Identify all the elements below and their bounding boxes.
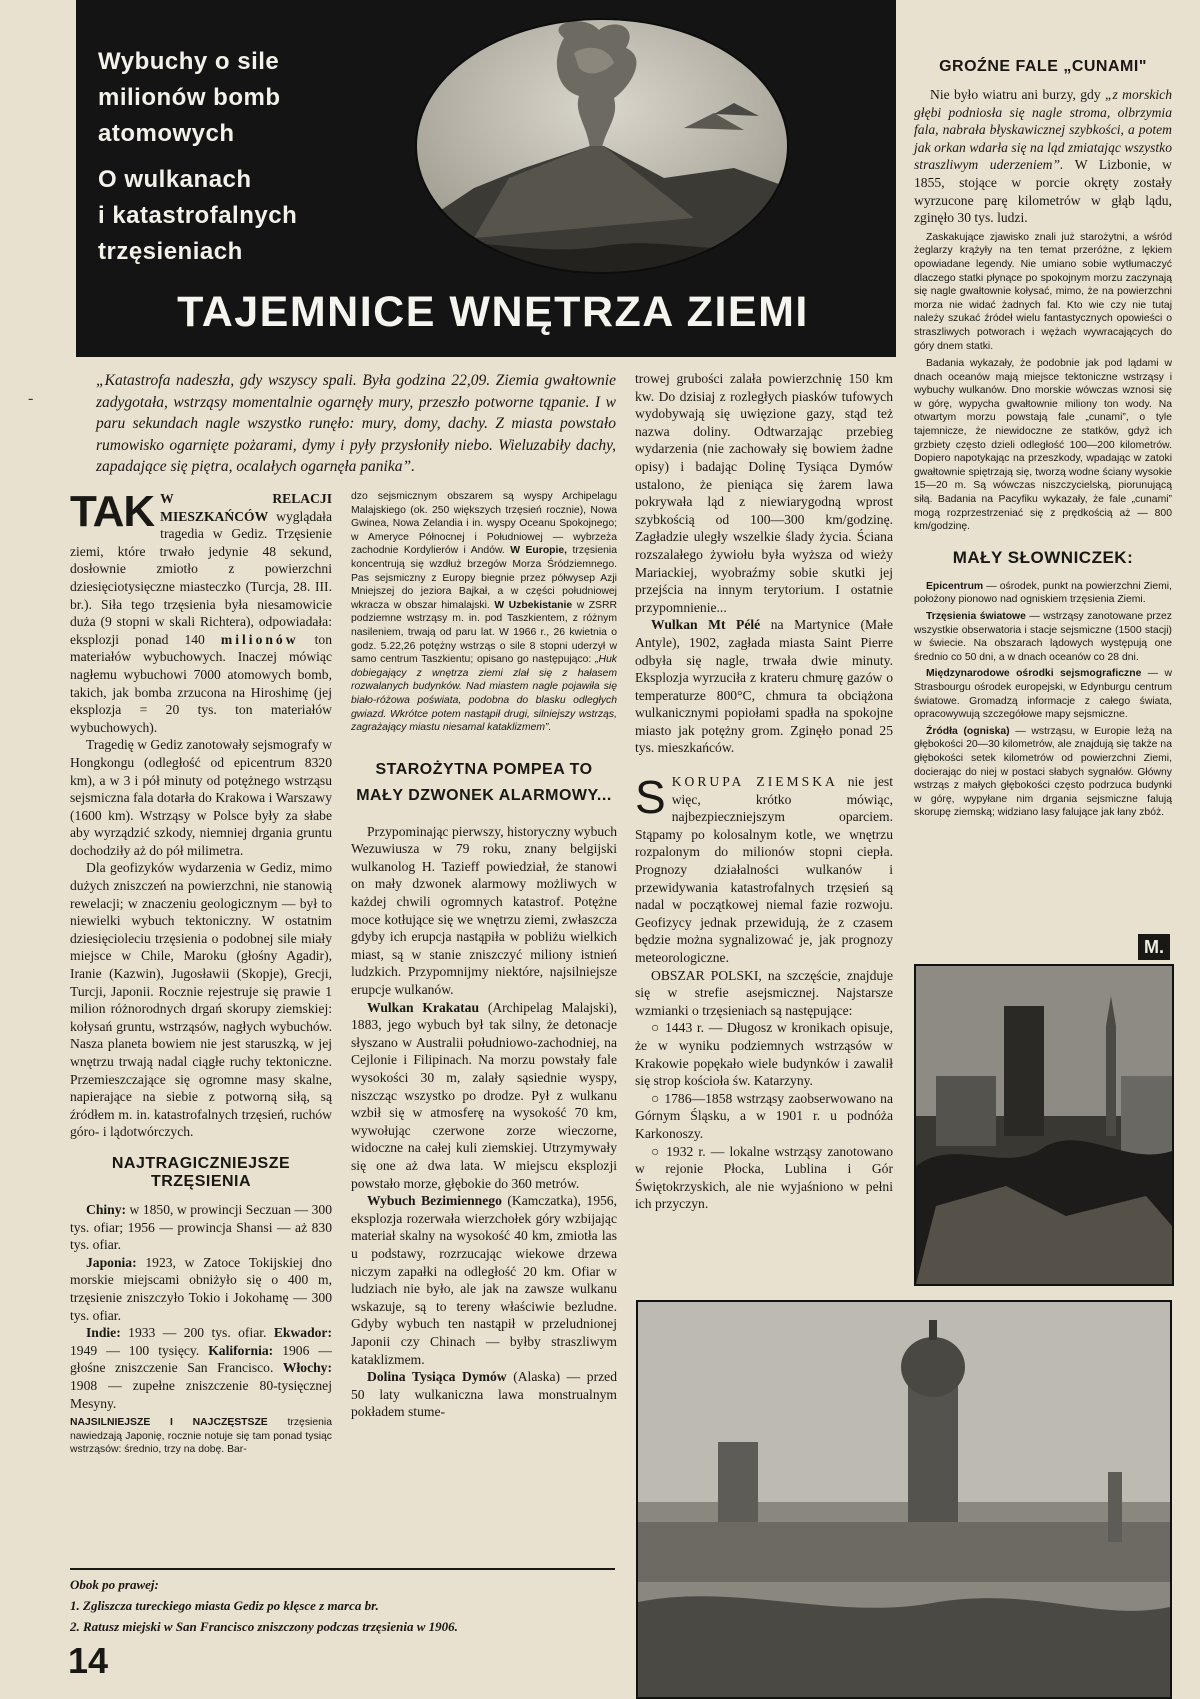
caps-run: W RELACJI MIESZKAŃCÓW <box>160 491 332 524</box>
text-run: trzęsienia koncentrują się wzdłuż brzegów Morza Śródziemnego. Pas sejsmiczny z Europy biegnie przez półwysep Azji Mniejszej do jeziora Bajkał, a w części południowej wkracza w obszar himalajski. <box>351 545 618 611</box>
text-run: wyglądała tragedia w Gediz. Trzęsienie ziemi, które trwało jedynie 48 sekund, dosłownie zmiotło z powierzchni dziesięciotysięczne miasteczko (Turcja, 28. III. br.). Siła tego trzęsienia była niesamowicie duża (9 stopni w skali Richtera), odpowiadała: eksplozji ponad 140 <box>70 508 332 647</box>
text-run: ton materiałów wybuchowych. Inaczej mówiąc nagłemu wybuchowi 7000 atomowych bomb, takich, jak bomba zrzucona na Hiroshimę (jej eksplozja = 20 tys. ton materiałów wybuchowych). <box>70 631 332 735</box>
kicker-line: i katastrofalnych <box>98 202 298 229</box>
caps-run: KORUPA ZIEMSKA <box>671 774 838 790</box>
text-run: na szczęście, znajduje się w strefie asejsmicznej. Najstarsze wzmianki o trzęsieniach są następujące: <box>635 967 893 1018</box>
tsunami-note-1: Zaskakujące zjawisko znali już starożytni, a wśród żeglarzy krążyły na ten temat przeróżne, z lękiem opowiadane legendy. Nie umiano sobie wytłumaczyć dlaczego statki płynące po spokojnym morzu zaczynają się nagle gwałtownie kołysać, mimo, że na powierzchni morza nie widać żadnych fal. Kto wie czy nie tutaj należy szukać źródeł wielu fantastycznych opowieści o straszliwych potworach i wężach wywracających do góry dnem statki. <box>914 231 1172 352</box>
heading-tsunami: GROŹNE FALE „CUNAMI" <box>939 58 1147 75</box>
text-run: (Kamczatka), 1956, eksplozja rozerwała wierzchołek góry wzbijając materiał skalny na wysokość 40 km, zmiotła las u podstawy, rozrzucając wiekowe drzewa niczym zapałki na odległość 20 km. Ofiar w ludziach nie było, ale jak na zawsze wulkanu wskazuje, są to tereny właściwie bezludne. Gdyby wybuch ten nastąpił w przeludnionej Japonii czy Chinach — byłby straszliwym kataklizmem. <box>351 1193 618 1367</box>
glossary-entry <box>914 610 1172 664</box>
drop-cap: S <box>635 771 666 824</box>
glossary-text: — wstrząsu, w Europie leżą na głębokości 20—30 kilometrów, ale znajdują się także na głębokości setek kilometrów od powierzchni Ziemi, docierając do niej w postaci słabych sygnałów. Główny wstrząs z małych głębokości często podrzuca budynki w górę, wypyłane nim drgania sejsmiczne falują skorupę ziemską; widziano lasy falujące jak łany zbóż. <box>914 725 1173 819</box>
photo-captions <box>70 1568 615 1637</box>
col2-paragraph-1: Przypominając pierwszy, historyczny wybuch Wezuwiusza w 79 roku, znany belgijski wulkanolog H. Tazieff powiedział, że stanowi on mały dzwonek alarmowy możliwych w każdej chwili ogromnych katastrof. Potężne moce kotłujące się we wnętrzu ziemi, zwłaszcza gdyby ich erupcja nastąpiła w pobliżu wielkich miast, są w stanie zniszczyć miliony istnień ludzkich. Przypomnijmy niektóre, najsilniejsze erupcje wulkanów. <box>351 823 617 998</box>
lead-paragraph: „Katastrofa nadeszła, gdy wszyscy spali. Była godzina 22,09. Ziemia gwałtownie zadygotała, wstrząsy momentalnie ogarnęły mury, przeszło potworne tąpanie. I w paru sekundach nagle wszystko runęło: mury, domy, dachy. Z miasta powstało rumowisko ogarnięte pożarami, dymy i pyły przysłoniły niebo. Wieluzabiły dachy, zapadające się piętra, ocalałych ogarnęła panika”. <box>96 372 616 475</box>
captions-heading: Obok po prawej: <box>70 1577 159 1592</box>
worst-label: Chiny: <box>86 1201 127 1217</box>
worst-label: Włochy: <box>282 1360 332 1376</box>
dolina-paragraph <box>351 1368 617 1421</box>
column-3 <box>635 370 893 1213</box>
krakatau-paragraph <box>351 999 617 1193</box>
worst-item <box>70 1201 332 1254</box>
kicker-line: atomowych <box>98 120 235 147</box>
text-run: trzęsienia nawiedzają Japonię, rocznie notuje się tam ponad tysiąc wstrząsów: średnio, trzy na dobę. Bar- <box>70 1417 332 1456</box>
text-run: dzo sejsmicznym obszarem są wyspy Archipelagu Malajskiego (ok. 250 większych trzęsień rocznie), Nowa Gwinea, Nowa Zelandia i in. wyspy Oceanu Spokojnego; w Ameryce Północnej i Południowej — wybrzeża zachodnie Kordylierów i Andów. <box>351 491 617 557</box>
label-run: W Uzbekistanie <box>494 599 573 611</box>
worst-text: w 1850, w prowincji Seczuan — 300 tys. ofiar; 1956 — prowincja Shansi — aż 830 tys. ofiar. <box>70 1201 332 1253</box>
label-run: Wybuch Bezimiennego <box>367 1193 502 1209</box>
item-date: 1443 r. <box>665 1020 705 1036</box>
drop-cap: TAK <box>70 487 155 536</box>
worst-text: 1906 — głośne zniszczenie San Francisco. <box>70 1342 332 1376</box>
poland-item: ○ 1786—1858 wstrząsy zaobserwowano na Górnym Śląsku, a w 1901 r. u podnóża Karkonoszy. <box>635 1090 893 1141</box>
worst-text: 1949 — 100 tysięcy. <box>70 1342 200 1358</box>
photo-gediz-ruins <box>914 964 1174 1286</box>
caps-run: NAJSILNIEJSZE I NAJCZĘSTSZE <box>70 1417 268 1429</box>
col1-paragraph-1 <box>70 487 332 736</box>
glossary-entry <box>914 580 1172 607</box>
text-run: na Martynice (Małe Antyle), 1902, zagłada miasta Saint Pierre odbyła się nagle, trwała dwie minuty. Eksplozja wyrzuciła z krateru chmurę gazów o temperaturze 800°C, chmura ta obciążona wulkanicznymi popiołami spadła na spokojne miasto jak potężny grom. Zginęło ponad 25 tys. mieszkańców. <box>635 617 893 756</box>
tsunami-note-2: Badania wykazały, że podobnie jak pod lądami w dnach oceanów mają miejsce tektoniczne wstrząsy i wybuchy wulkanów. Dno morskie wówczas wznosi się w górę, wypycha gwałtownie miliony ton wody. Na otwartym morzu powstają fale „cunami”, o tyle tajemnicze, że niewidoczne ze statków, gdyż ich grzbiety często dzieli odległość 100—200 kilometrów. Dopiero napotykając na przeszkody, wpadając w zatoki gwałtownie spiętrzają się, tworzą wodne ściany wysokie 15—20 m. Są wówczas niszczycielską, piorunującą siłą. Badania na Pacyfiku wykazały, że fale „cunami” mogą rozprzestrzeniać się z prędkością aż — 800 km/godzinę. <box>914 358 1172 533</box>
glossary-term: Trzęsienia światowe <box>926 611 1026 622</box>
worst-label: Ekwador: <box>273 1325 332 1341</box>
page-number: 14 <box>68 1640 109 1681</box>
glossary-term: Źródła (ogniska) <box>926 725 1010 737</box>
glossary-entry <box>914 667 1172 721</box>
text-run: Nie było wiatru ani burzy, gdy <box>930 87 1101 102</box>
col3-paragraph-2 <box>635 773 893 967</box>
col1-paragraph-2: Tragedię w Gediz zanotowały sejsmografy w Hongkongu (odległość od epicentrum 8320 km), a w 3 i pół minuty od potężnego wstrząsu sejsmiczna fala dotarła do Krakowa i Warszawy (1600 km). Wstrząsy w Polsce były za słabe aby wyrządzić szkody, niemniej drgania gruntu dochodziły aż do pół milimetra. <box>70 737 333 858</box>
text-run: nie jest więc, krótko mówiąc, najbezpieczniejszym oparciem. Stąpamy po kolosalnym kotle, we wnętrzu rozpalonym do milionów stopni ciepła. Prognozy działalności wulkanów i przewidywania katastrofalnych trzęsień są nadal w początkowej niemal fazie rozwoju. Geofizycy jednak przewidują, że z czasem będzie można sygnalizować je, jak prognozy meteorologiczne. <box>635 774 894 965</box>
text-run: W Lizbonie, w 1855, stojące w porcie okręty zostały wyrzucone parę kilometrów w głąb lądu, zginęło 30 tys. ludzi. <box>914 157 1172 226</box>
side-column <box>914 58 1172 823</box>
heading-worst-quakes: NAJTRAGICZNIEJSZE TRZĘSIENIA <box>111 1154 291 1190</box>
label-run: Wulkan Krakatau <box>367 999 480 1015</box>
worst-item <box>70 1254 332 1324</box>
glossary-text: — ośrodek, punkt na powierzchni Ziemi, położony pionowo nad ogniskiem trzęsienia Ziemi. <box>914 580 1172 606</box>
item-text: — Długosz w kronikach opisuje, że w wyniku podziemnych wstrząsów w Krakowie popękało wiele budynków i zawalił się strop kościoła św. Katarzyny. <box>635 1020 893 1089</box>
worst-label: Kalifornia: <box>208 1342 274 1358</box>
text-run: (Archipelag Malajski), 1883, jego wybuch był tak silny, że detonacje słyszano w Australii południowo-zachodniej, na Cejlonie i Filipinach. Na morzu powstały fale wysokości 30 m, zalały sąsiednie wyspy, niszcząc wszystko po drodze. Pył z wulkanu wzbił się w atmosferę na wysokość 70 km, wywołując czerwone zorze wieczorne, widoczne na całej kuli ziemskiej. Utrzymywały się one aż dwa lata. W miejscu eksplozji powstało morze, głębokie do 360 metrów. <box>351 999 617 1191</box>
volcano-illustration <box>414 18 790 274</box>
label-run: W Europie, <box>510 545 568 557</box>
bezimienny-paragraph <box>351 1192 617 1368</box>
item-date: 1786—1858 <box>664 1090 733 1106</box>
kicker-line: O wulkanach <box>98 166 252 193</box>
worst-item <box>70 1324 332 1412</box>
caption-item: 1. Zgliszcza tureckiego miasta Gediz po klęsce z marca br. <box>70 1598 379 1613</box>
worst-label: Indie: <box>86 1325 121 1341</box>
column-2 <box>351 490 617 1421</box>
quote-run: „Huk dobiegający z wnętrza ziemi zlał się z hałasem rozwalanych budynków. Nad miastem nagle pojawiła się biało-różowa poświata, podobna do blasku odległych gwiazd. Wkrótce potem nastąpił drugi, silniejszy wstrząs, zagrażający miastu niesamal kataklizmem”. <box>351 654 618 734</box>
glossary-text: — wstrząsy zanotowane przez wszystkie obserwatoria i stacje sejsmiczne (1500 stacji) w świecie. Na obszarach lądowych występują one średnio co 50 dni, a w dnach oceanów co 28 dni. <box>914 611 1172 663</box>
worst-text: 1933 — 200 tys. ofiar. <box>128 1325 267 1341</box>
hero-kicker <box>98 44 308 270</box>
item-date: 1932 r. <box>666 1143 706 1159</box>
kicker-line: milionów bomb <box>98 84 281 111</box>
photo-san-francisco-city-hall <box>636 1300 1172 1699</box>
tsunami-paragraph <box>914 86 1172 227</box>
glossary-text: — w Strasbourgu ośrodek europejski, w Edynburgu centrum światowe. Gromadzą informacje z całego świata, opracowywują szczegółowe mapy sejsmiczne. <box>914 668 1172 721</box>
glossary-term: Międzynarodowe ośrodki sejsmograficzne <box>926 668 1142 680</box>
text-run: (Alaska) — przed 50 laty wulkaniczna lawa monstrualnym pokładem stume- <box>351 1369 617 1420</box>
author-badge: M. <box>1138 934 1170 960</box>
worst-label: Japonia: <box>86 1254 137 1270</box>
margin-mark: - <box>28 390 34 407</box>
col3-paragraph-3 <box>635 967 893 1020</box>
caption-item: 2. Ratusz miejski w San Francisco zniszczony podczas trzęsienia w 1906. <box>70 1619 458 1634</box>
poland-item: ○ 1443 r. — Długosz w kronikach opisuje, że w wyniku podziemnych wstrząsów w Krakowie popękało wiele budynków i zawalił się strop kościoła św. Katarzyny. <box>635 1020 893 1089</box>
page-title: TAJEMNICE WNĘTRZA ZIEMI <box>177 288 809 336</box>
poland-item: ○ 1932 r. — lokalne wstrząsy zanotowano w rejonie Płocka, Lublina i Gór Świętokrzyskich, ale nie wyjaśniono w pełni ich przyczyn. <box>635 1143 893 1212</box>
seismic-zones-note <box>351 490 617 735</box>
heading-pompeii: STAROŻYTNA POMPEA TO MAŁY DZWONEK ALARMOWY... <box>356 760 612 804</box>
quote-run: „z morskich głębi podniosła się nagle stroma, olbrzymia fala, nabrała błyskawicznej szybkości, a potem jak orkan wdarła się na ląd zmiatając wszystko straszliwym uderzeniem”. <box>914 87 1172 173</box>
strongest-note <box>70 1416 332 1457</box>
caps-run: OBSZAR POLSKI, <box>651 967 762 983</box>
kicker-line: Wybuchy o sile <box>98 48 280 75</box>
text-run-spaced: milionów <box>220 631 299 647</box>
pelee-paragraph <box>635 616 893 757</box>
heading-glossary: MAŁY SŁOWNICZEK: <box>952 547 1134 567</box>
worst-text: 1908 — zupełne zniszczenie 80-tysięcznej Mesyny. <box>70 1377 332 1411</box>
col3-paragraph-1: trowej grubości zalała powierzchnię 150 km kw. Do dzisiaj z rozległych piasków tufowych wydobywają się uwięzione gazy, stąd też nazwa doliny. Odtwarzając przebieg wydarzenia (nie zachowały się bowiem żadne opisy) i badając Dolinę Tysiąca Dymów ustalono, że pieniąca się żarem lawa pokrywała ląd z niewiarygodną wprost szybkością od 100—300 km/godzinę. Zagładzie uległy wszelkie ślady życia. Ściana rozszalałego żywiołu była wyższa od wieży Mariackiej, wyobraźmy sobie skutki jej przejścia na innym terytorium. I ostatnie przypomnienie... <box>635 371 893 615</box>
glossary-entry <box>914 725 1172 820</box>
label-run: Wulkan Mt Pélé <box>651 617 761 633</box>
label-run: Dolina Tysiąca Dymów <box>367 1369 507 1385</box>
text-run: w ZSRR podziemne wstrząsy m. in. pod Taszkientem, z różnym nasileniem, trwają od paru lat. W 1966 r., 26 kwietnia o godz. 5.22,26 potężny wstrząs o sile 8 stopni uderzył w samo centrum Taszkientu; opisano go następująco: <box>351 599 617 666</box>
column-1 <box>70 487 333 1457</box>
glossary-term: Epicentrum <box>926 580 984 592</box>
item-text: — lokalne wstrząsy zanotowano w rejonie Płocka, Lublina i Gór Świętokrzyskich, ale nie wyjaśniono w pełni ich przyczyn. <box>635 1143 893 1212</box>
col1-paragraph-3: Dla geofizyków wydarzenia w Gediz, mimo dużych zniszczeń na powierzchni, nie stanowią rewelacji; w znaczeniu geologicznym — był to niewielki wybuch tektoniczny. W ostatnim dziesięcioleciu trzęsienia o podobnej sile miały miejsce w Chile, Maroku (głośny Agadir), Iranie (Kazwin), Jugosławii (Skopje), Grecji, Turcji, Japonii. Rocznie rejestruje się prawie 1 milion różnorodnych drgań skorupy ziemskiej: kołysań gruntu, wstrząsów, nagłych wybuchów. Nasza planeta bowiem nie jest staruszką, w jej wnętrzu trwają nadal ciągłe ruchy tektoniczne. Przemieszczające się ogromne masy skalne, napierające na siebie z potworną siłą, są źródłem m. in. katastrofalnych trzęsień, ruchów góro- i lądotwórczych. <box>70 860 332 1140</box>
item-text: wstrząsy zaobserwowano na Górnym Śląsku, a w 1901 r. u podnóża Karkonoszy. <box>635 1090 893 1141</box>
kicker-line: trzęsieniach <box>98 238 243 265</box>
hero-banner <box>76 0 896 357</box>
worst-text: 1923, w Zatoce Tokijskiej dno morskie miejscami obniżyło się o 400 m, trzęsienie zniszczyło Tokio i Jokohamę — 300 tys. ofiar. <box>70 1254 332 1323</box>
